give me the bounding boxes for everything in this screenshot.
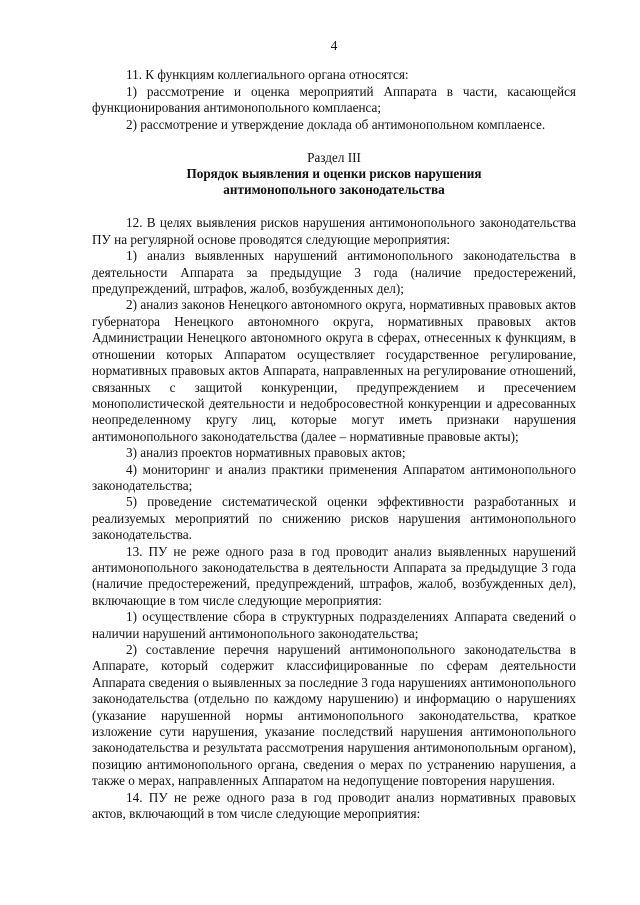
paragraph-12: 12. В целях выявления рисков нарушения антимонопольного законодательства ПУ на регулярной основе проводятся следующие мероприятия: (92, 215, 576, 247)
paragraph-12-item-2: 2) анализ законов Ненецкого автономного округа, нормативных правовых актов губернатора Ненецкого автономного округа, нормативных правовых актов Администрации Ненецкого автономного округа в сферах, отнесенных к функциям, в отношении которых Аппаратом осуществляет государственное регулирование, нормативных правовых актов Аппарата, направленных на регулирование отношений, связанных с защитой конкуренции, предупреждением и пресечением монополистической деятельности и недобросовестной конкуренции и адресованных неопределенному кругу лиц, которые могут иметь признаки нарушения антимонопольного законодательства (далее – нормативные правовые акты); (92, 297, 576, 444)
document-page (92, 38, 576, 822)
page-number: 4 (330, 38, 338, 53)
paragraph-13-item-1: 1) осуществление сбора в структурных подразделениях Аппарата сведений о наличии нарушений антимонопольного законодательства; (92, 609, 576, 641)
paragraph-12-item-5: 5) проведение систематической оценки эффективности разработанных и реализуемых мероприятий по снижению рисков нарушения антимонопольного законодательства. (92, 494, 576, 543)
paragraph-11-item-2: 2) рассмотрение и утверждение доклада об антимонопольном комплаенсе. (126, 116, 546, 132)
paragraph-11: 11. К функциям коллегиального органа относятся: (126, 67, 409, 83)
paragraph-13-item-2: 2) составление перечня нарушений антимонопольного законодательства в Аппарате, который содержит классифицированные по сферам деятельности Аппарата сведения о выявленных за последние 3 года нарушениях антимонопольного законодательства (отдельно по каждому нарушению) и информацию о нарушениях (указание нарушенной нормы антимонопольного законодательства, краткое изложение сути нарушения, указание последствий нарушения антимонопольного законодательства и результата рассмотрения нарушения антимонопольным органом), позицию антимонопольного органа, сведения о мерах по устранению нарушения, а также о мерах, направленных Аппаратом на недопущение повторения нарушения. (92, 642, 576, 789)
paragraph-12-item-4: 4) мониторинг и анализ практики применения Аппаратом антимонопольного законодательства; (92, 461, 576, 493)
section-title (92, 166, 576, 198)
paragraph-13: 13. ПУ не реже одного раза в год проводит анализ выявленных нарушений антимонопольного законодательства в деятельности Аппарата за предыдущие 3 года (наличие предостережений, предупреждений, штрафов, жалоб, возбужденных дел), включающие в том числе следующие мероприятия: (92, 543, 576, 608)
paragraph-14: 14. ПУ не реже одного раза в год проводит анализ нормативных правовых актов, включающий в том числе следующие мероприятия: (92, 789, 576, 822)
section-number: Раздел III (307, 150, 361, 166)
section-title-line-2: антимонопольного законодательства (223, 182, 445, 198)
paragraph-12-item-1: 1) анализ выявленных нарушений антимонопольного законодательства в деятельности Аппарата за предыдущие 3 года (наличие предостережений, предупреждений, штрафов, жалоб, возбужденных дел); (92, 248, 576, 297)
paragraph-11-item-1: 1) рассмотрение и оценка мероприятий Аппарата в части, касающейся функционирования антимонопольного комплаенса; (92, 83, 576, 116)
paragraph-12-item-3: 3) анализ проектов нормативных правовых актов; (126, 445, 406, 461)
section-title-line-1: Порядок выявления и оценки рисков нарушения (186, 166, 482, 182)
